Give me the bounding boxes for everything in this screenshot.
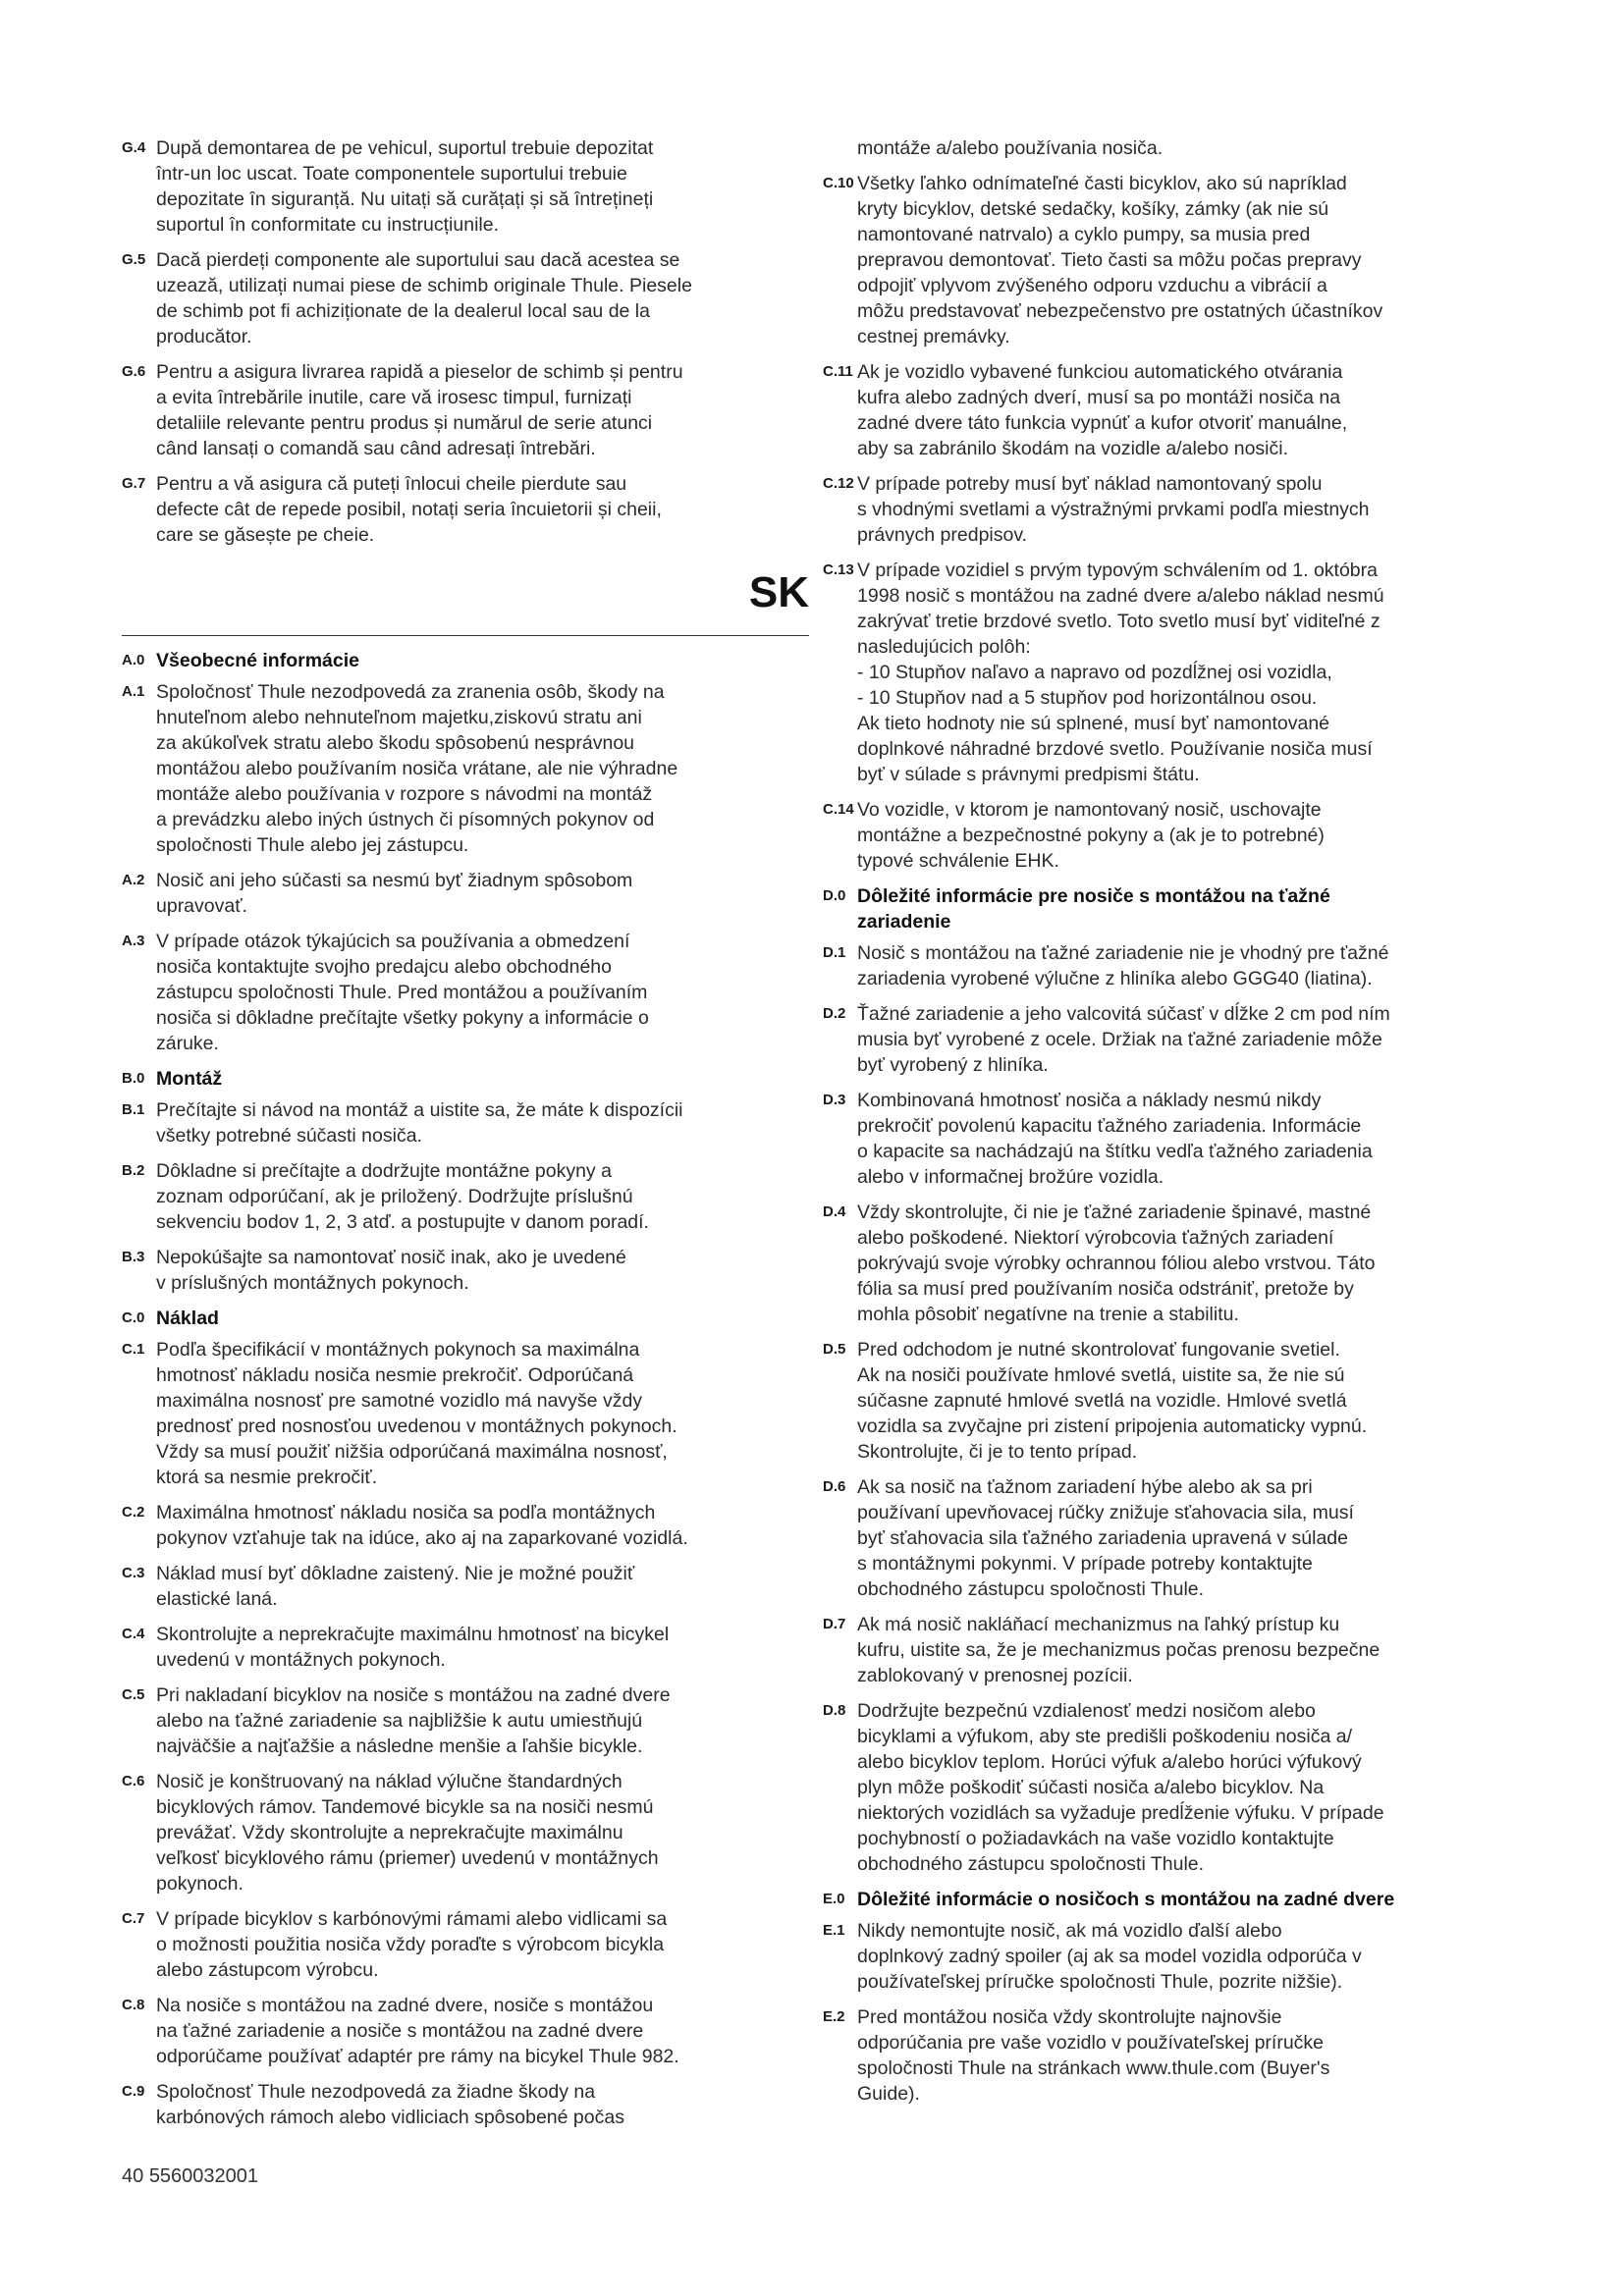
item-text: Nosič je konštruovaný na náklad výlučne štandardných bicyklových rámov. Tandemové bicykle sa na nosiči nesmú prevážať. Vždy skontrolujte a neprekračujte maximálnu veľkosť bicyklového rámu (priemer) uvedenú v montážnych pokynoch. — [156, 1771, 659, 1895]
list-item — [122, 1906, 809, 1983]
item-code: D.2 — [823, 1005, 846, 1022]
item-text: V prípade vozidiel s prvým typovým schválením od 1. októbra 1998 nosič s montážou na zadné dvere a/alebo náklad nesmú zakrývať tretie brzdové svetlo. Toto svetlo musí byť viditeľné z nasledujúcich polôh: - 10 Stupňov naľavo a napravo od pozdĺžnej osi vozidla, - 10 Stupňov nad a 5 stupňov pod horizontálnou osou. Ak tieto hodnoty nie sú splnené, musí byť namontované doplnkové náhradné brzdové svetlo. Používanie nosiča musí byť v súlade s právnymi predpismi štátu. — [857, 560, 1384, 785]
list-item — [122, 868, 809, 919]
list-item — [122, 1097, 809, 1148]
item-code: E.2 — [823, 2008, 845, 2025]
item-text: Pentru a vă asigura că puteți înlocui cheile pierdute sau defecte cât de repede posibil, notați seria încuietorii și cheii, care se găsește pe cheie. — [156, 473, 662, 546]
item-code: C.3 — [122, 1565, 145, 1581]
item-code: C.7 — [122, 1910, 145, 1927]
item-text: Pred montážou nosiča vždy skontrolujte najnovšie odporúčania pre vaše vozidlo v používateľskej príručke spoločnosti Thule na stránkach www.thule.com (Buyer's Guide). — [857, 2006, 1330, 2105]
list-item — [823, 558, 1520, 787]
list-item — [823, 1001, 1520, 1078]
item-code: E.0 — [823, 1891, 845, 1907]
item-code: D.3 — [823, 1092, 846, 1108]
list-item — [122, 1158, 809, 1235]
item-code: D.0 — [823, 887, 846, 904]
item-text: Ťažné zariadenie a jeho valcovitá súčasť v dĺžke 2 cm pod ním musia byť vyrobené z ocele. Držiak na ťažné zariadenie môže byť vyrobený z hliníka. — [857, 1003, 1390, 1076]
list-item — [122, 359, 809, 461]
list-item — [823, 471, 1520, 548]
item-code: C.6 — [122, 1773, 145, 1789]
item-text: Dacă pierdeți componente ale suportului sau dacă acestea se uzează, utilizați numai piese de schimb originale Thule. Piesele de schimb pot fi achiziționate de la dealerul local sau de la producător. — [156, 249, 692, 347]
item-code: A.0 — [122, 652, 145, 668]
item-code: B.3 — [122, 1249, 145, 1265]
list-item — [122, 247, 809, 349]
section-heading — [122, 648, 809, 673]
item-code: C.12 — [823, 475, 854, 492]
item-text: Podľa špecifikácií v montážnych pokynoch sa maximálna hmotnosť nákladu nosiča nesmie prekročiť. Odporúčaná maximálna nosnosť pre samotné vozidlo má navyše vždy prednosť pred nosnosťou uvedenou v montážnych pokynoch. Vždy sa musí použiť nižšia odporúčaná maximálna nosnosť, ktorá sa nesmie prekročiť. — [156, 1339, 677, 1488]
item-code: C.11 — [823, 363, 853, 380]
list-item — [122, 135, 809, 238]
page-number: 40 — [122, 2165, 144, 2187]
item-text: Vždy skontrolujte, či nie je ťažné zariadenie špinavé, mastné alebo poškodené. Niektorí výrobcovia ťažných zariadení pokrývajú svoje výrobky ochrannou fóliou alebo vrstvou. Táto fólia sa musí pred používaním nosiča odstrániť, pretože by mohla pôsobiť negatívne na trenie a stabilitu. — [857, 1201, 1376, 1325]
item-text: Nepokúšajte sa namontovať nosič inak, ako je uvedené v príslušných montážnych pokynoch. — [156, 1247, 626, 1294]
item-code: D.1 — [823, 944, 846, 961]
item-code: C.14 — [823, 801, 854, 818]
item-text: V prípade bicyklov s karbónovými rámami alebo vidlicami sa o možnosti použitia nosiča vždy poraďte s výrobcom bicykla alebo zástupcom výrobcu. — [156, 1908, 668, 1981]
item-code: D.8 — [823, 1702, 846, 1719]
list-item — [122, 1245, 809, 1296]
item-text: Ak je vozidlo vybavené funkciou automatického otvárania kufra alebo zadných dverí, musí sa po montáži nosiča na zadné dvere táto funkcia vypnúť a kufor otvoriť manuálne, aby sa zabránilo škodám na vozidle a/alebo nosiči. — [857, 361, 1348, 459]
list-item — [823, 1200, 1520, 1327]
heading-text: Všeobecné informácie — [156, 650, 359, 671]
list-item — [122, 471, 809, 548]
section-heading — [122, 1066, 809, 1092]
item-text: După demontarea de pe vehicul, suportul trebuie depozitat într-un loc uscat. Toate componentele suportului trebuie depozitate în siguranță. Nu uitați să curățați și să întrețineți suportul în conformitate cu instrucțiunile. — [156, 137, 654, 236]
list-item — [122, 1682, 809, 1759]
section-heading — [823, 1887, 1520, 1912]
page-footer — [122, 2165, 258, 2188]
right-column — [823, 135, 1520, 2116]
item-code: A.1 — [122, 683, 145, 700]
item-code: C.2 — [122, 1504, 145, 1521]
item-code: D.4 — [823, 1203, 846, 1220]
list-item — [122, 2079, 809, 2130]
item-text: Skontrolujte a neprekračujte maximálnu hmotnosť na bicykel uvedenú v montážnych pokynoch. — [156, 1624, 670, 1671]
heading-text: Dôležité informácie pre nosiče s montážou na ťažné zariadenie — [857, 885, 1330, 933]
list-item — [823, 2004, 1520, 2107]
item-text: V prípade otázok týkajúcich sa používania a obmedzení nosiča kontaktujte svojho predajcu alebo obchodného zástupcu spoločnosti Thule. Pred montážou a používaním nosiča si dôkladne prečítajte všetky pokyny a informácie o záruke. — [156, 931, 649, 1054]
list-item — [823, 359, 1520, 461]
list-item — [122, 1500, 809, 1551]
item-text: Nosič ani jeho súčasti sa nesmú byť žiadnym spôsobom upravovať. — [156, 870, 633, 917]
list-item — [122, 679, 809, 858]
item-text: Dôkladne si prečítajte a dodržujte montážne pokyny a zoznam odporúčaní, ak je priložený. Dodržujte príslušnú sekvenciu bodov 1, 2, 3 atď. a postupujte v danom poradí. — [156, 1160, 649, 1233]
item-text: Ak sa nosič na ťažnom zariadení hýbe alebo ak sa pri používaní upevňovacej rúčky znižuje sťahovacia sila, musí byť sťahovacia sila ťažného zariadenia upravená v súlade s montážnymi pokynmi. V prípade potreby kontaktujte obchodného zástupcu spoločnosti Thule. — [857, 1476, 1354, 1600]
item-code: C.1 — [122, 1341, 145, 1358]
heading-text: Náklad — [156, 1308, 219, 1329]
slovak-section-right — [823, 171, 1520, 2107]
item-text: Kombinovaná hmotnosť nosiča a náklady nesmú nikdy prekročiť povolenú kapacitu ťažného zariadenia. Informácie o kapacite sa nachádzajú na štítku vedľa ťažného zariadenia alebo v informačnej brožúre vozidla. — [857, 1090, 1373, 1188]
item-text: Na nosiče s montážou na zadné dvere, nosiče s montážou na ťažné zariadenie a nosiče s montážou na zadné dvere odporúčame používať adaptér pre rámy na bicykel Thule 982. — [156, 1995, 679, 2067]
item-code: B.0 — [122, 1070, 145, 1087]
item-text: Nikdy nemontujte nosič, ak má vozidlo ďalší alebo doplnkový zadný spoiler (aj ak sa model vozidla odporúča v používateľskej príručke spoločnosti Thule, pozrite nižšie). — [857, 1920, 1362, 1993]
item-code: C.13 — [823, 561, 854, 578]
item-code: C.9 — [122, 2083, 145, 2100]
heading-text: Dôležité informácie o nosičoch s montážou na zadné dvere — [857, 1889, 1395, 1910]
item-text: Spoločnosť Thule nezodpovedá za zranenia osôb, škody na hnuteľnom alebo nehnuteľnom majetku,ziskovú stratu ani za akúkoľvek stratu alebo škodu spôsobenú nesprávnou montážou alebo používaním nosiča vrátane, ale nie výhradne montáže alebo používania v rozpore s návodmi na montáž a prevádzku alebo iných ústnych či písomných pokynov od spoločnosti Thule alebo jej zástupcu. — [156, 681, 678, 856]
item-code: C.10 — [823, 175, 854, 191]
item-code: C.8 — [122, 1997, 145, 2013]
list-item — [823, 171, 1520, 349]
item-text: Spoločnosť Thule nezodpovedá za žiadne škody na karbónových rámoch alebo vidliciach spôsobené počas — [156, 2081, 624, 2128]
item-code: D.5 — [823, 1341, 846, 1358]
item-text: Vo vozidle, v ktorom je namontovaný nosič, uschovajte montážne a bezpečnostné pokyny a (ak je to potrebné) typové schválenie EHK. — [857, 799, 1325, 872]
item-text: Pentru a asigura livrarea rapidă a pieselor de schimb și pentru a evita întrebările inutile, care vă irosesc timpul, furnizați detaliile relevante pentru produs și numărul de serie atunci când lansați o comandă sau când adresați întrebări. — [156, 361, 683, 459]
item-text: Náklad musí byť dôkladne zaistený. Nie je možné použiť elastické laná. — [156, 1563, 635, 1610]
list-item — [823, 1088, 1520, 1190]
item-code: C.4 — [122, 1626, 145, 1642]
item-text: Maximálna hmotnosť nákladu nosiča sa podľa montážnych pokynov vzťahuje tak na idúce, ako aj na zaparkované vozidlá. — [156, 1502, 688, 1549]
item-text: Ak má nosič nakláňací mechanizmus na ľahký prístup ku kufru, uistite sa, že je mechanizmus počas prenosu bezpečne zablokovaný v prenosnej pozícii. — [857, 1614, 1380, 1686]
item-text: Všetky ľahko odnímateľné časti bicyklov, ako sú napríklad kryty bicyklov, detské sedačky, košíky, zámky (ak nie sú namontované natrvalo) a cyklo pumpy, sa musia pred prepravou demontovať. Tieto časti sa môžu počas prepravy odpojiť vplyvom zvýšeného odporu vzduchu a vibrácií a môžu predstavovať nebezpečenstvo pre ostatných účastníkov cestnej premávky. — [857, 173, 1383, 347]
item-text: Pri nakladaní bicyklov na nosiče s montážou na zadné dvere alebo na ťažné zariadenie sa najbližšie k autu umiestňujú najväčšie a najťažšie a následne menšie a ľahšie bicykle. — [156, 1684, 671, 1757]
item-code: C.0 — [122, 1309, 145, 1326]
list-item — [122, 929, 809, 1056]
slovak-section-left — [122, 648, 809, 2130]
item-text: Dodržujte bezpečnú vzdialenosť medzi nosičom alebo bicyklami a výfukom, aby ste predišli poškodeniu nosiča a/ alebo bicyklov teplom. Horúci výfuk a/alebo horúci výfukový plyn môže poškodiť súčasti nosiča a/alebo bicyklov. Na niektorých vozidlách sa vyžaduje predĺženie výfuku. V prípade pochybností o požiadavkách na vaše vozidlo kontaktujte obchodného zástupcu spoločnosti Thule. — [857, 1700, 1384, 1875]
item-code: G.6 — [122, 363, 146, 380]
list-item — [122, 1337, 809, 1490]
list-item — [823, 797, 1520, 874]
language-label: SK — [748, 568, 809, 616]
list-item — [823, 1474, 1520, 1602]
list-item — [823, 1612, 1520, 1688]
item-code: G.7 — [122, 475, 146, 492]
language-divider — [122, 558, 809, 648]
item-code: D.6 — [823, 1478, 846, 1495]
list-item — [823, 940, 1520, 991]
left-column — [122, 135, 809, 2140]
item-code: C.5 — [122, 1686, 145, 1703]
document-number: 5560032001 — [148, 2165, 259, 2187]
section-heading — [823, 883, 1520, 934]
item-code: G.4 — [122, 139, 146, 156]
divider-rule — [122, 635, 809, 636]
romanian-section — [122, 135, 809, 548]
list-item — [122, 1993, 809, 2069]
item-code: A.3 — [122, 933, 145, 949]
item-code: A.2 — [122, 872, 145, 888]
item-code: B.2 — [122, 1162, 145, 1179]
item-code: E.1 — [823, 1922, 845, 1939]
item-code: B.1 — [122, 1101, 145, 1118]
list-item — [823, 1337, 1520, 1465]
list-item — [122, 1769, 809, 1896]
list-item — [823, 1918, 1520, 1995]
item-code: D.7 — [823, 1616, 846, 1632]
item-text: Prečítajte si návod na montáž a uistite sa, že máte k dispozícii všetky potrebné súčasti nosiča. — [156, 1099, 683, 1147]
item-text: Nosič s montážou na ťažné zariadenie nie je vhodný pre ťažné zariadenia vyrobené výlučne z hliníka alebo GGG40 (liatina). — [857, 942, 1389, 989]
item-code: G.5 — [122, 251, 146, 268]
item-text: Pred odchodom je nutné skontrolovať fungovanie svetiel. Ak na nosiči používate hmlové svetlá, uistite sa, že nie sú súčasne zapnuté hmlové svetlá na vozidle. Hmlové svetlá vozidla sa zvyčajne pri zistení pripojenia automaticky vypnú. Skontrolujte, či je to tento prípad. — [857, 1339, 1368, 1463]
continued-text: montáže a/alebo používania nosiča. — [857, 137, 1164, 159]
heading-text: Montáž — [156, 1068, 223, 1090]
item-text: V prípade potreby musí byť náklad namontovaný spolu s vhodnými svetlami a výstražnými prvkami podľa miestnych právnych predpisov. — [857, 473, 1370, 546]
list-item — [122, 1561, 809, 1612]
section-heading — [122, 1306, 809, 1331]
list-item — [823, 1698, 1520, 1877]
list-item — [122, 1622, 809, 1673]
